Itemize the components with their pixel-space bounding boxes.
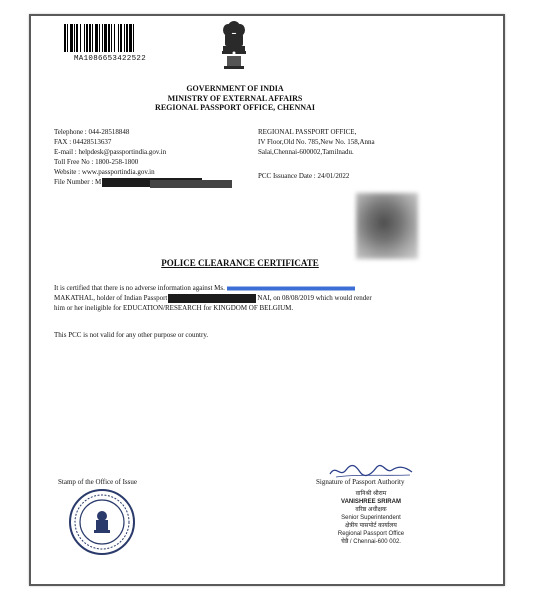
authority-office-hindi: क्षेत्रीय पासपोर्ट कार्यालय [345, 523, 397, 529]
barcode [64, 24, 160, 52]
toll-free: Toll Free No : 1800-258-1800 [54, 158, 139, 166]
email: E-mail : helpdesk@passportindia.gov.in [54, 148, 167, 156]
body-line-2a: MAKATHAL, holder of Indian Passport [54, 294, 168, 302]
certificate-body [54, 283, 434, 313]
address-line-2: IV Floor,Old No. 785,New No. 158,Anna [258, 138, 375, 146]
website: Website : www.passportindia.gov.in [54, 168, 155, 176]
authority-name: VANISHREE SRIRAM [341, 499, 401, 505]
redaction-passport [168, 294, 256, 303]
authority-office: Regional Passport Office [337, 531, 405, 537]
barcode-number: MA1086653422522 [74, 55, 147, 63]
office-address [258, 127, 428, 181]
header-line-3: REGIONAL PASSPORT OFFICE, CHENNAI [155, 103, 315, 112]
signature-label: Signature of Passport Authority [316, 478, 405, 486]
stamp-label: Stamp of the Office of Issue [58, 478, 137, 486]
file-number: File Number : M [54, 178, 102, 186]
header-line-2: MINISTRY OF EXTERNAL AFFAIRS [167, 93, 303, 103]
issuance-date: PCC Issuance Date : 24/01/2022 [258, 172, 350, 180]
address-line-3: Salai,Chennai-600002,Tamilnadu. [258, 148, 354, 156]
office-seal-icon [68, 488, 136, 556]
blurred-photo [356, 193, 418, 259]
certificate-title: POLICE CLEARANCE CERTIFICATE [161, 258, 319, 268]
body-line-2b: NAI, on 08/08/2019 which would render [257, 294, 372, 302]
authority-city: चेन्नै / Chennai-600 002. [341, 539, 401, 545]
address-line-1: REGIONAL PASSPORT OFFICE, [258, 128, 357, 136]
authority-designation-hindi: वरिष्ठ अधीक्षक [355, 507, 387, 513]
telephone: Telephone : 044-28518848 [54, 128, 130, 136]
fax: FAX : 04428513637 [54, 138, 112, 146]
redaction-website [150, 180, 232, 188]
redaction-name [227, 284, 355, 293]
state-emblem-icon [219, 18, 249, 74]
government-header [130, 84, 340, 113]
authority-designation: Senior Superintendent [341, 515, 401, 521]
authority-name-hindi: वानिश्री श्रीराम [355, 491, 387, 497]
contact-block [54, 127, 202, 187]
header-line-1: GOVERNMENT OF INDIA [186, 84, 284, 93]
validity-note: This PCC is not valid for any other purpose or country. [54, 331, 209, 339]
authority-stamp [316, 490, 426, 546]
body-line-3: him or her ineligible for EDUCATION/RESEARCH for KINGDOM OF BELGIUM. [54, 304, 294, 312]
barcode-bar [133, 24, 134, 52]
body-line-1: It is certified that there is no adverse information against Ms. [54, 284, 225, 292]
